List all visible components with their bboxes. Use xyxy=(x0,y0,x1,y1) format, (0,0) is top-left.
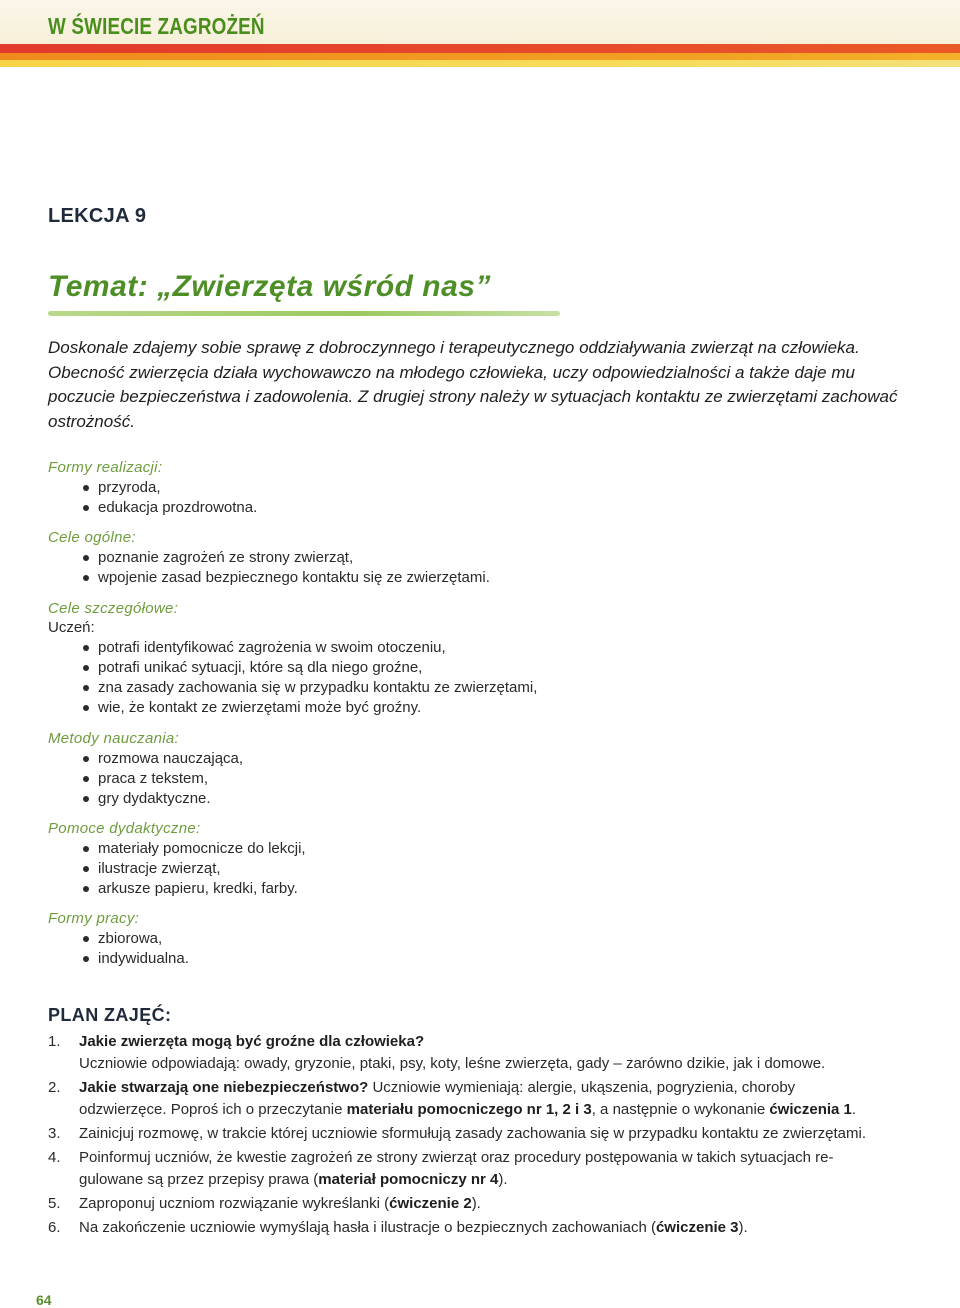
plan-item-text: ). xyxy=(471,1195,481,1212)
header-stripe-yellow xyxy=(0,60,960,67)
plan-bold-ref: ćwiczenia 1 xyxy=(769,1101,852,1118)
plan-item-text: ). xyxy=(498,1171,508,1188)
section-heading-pomoce: Pomoce dydaktyczne: xyxy=(48,820,201,837)
topic-underline xyxy=(48,311,560,316)
plan-bold-ref: ćwiczenie 3 xyxy=(655,1219,739,1236)
header-stripe-orange xyxy=(0,53,960,60)
section-heading-cele-ogolne: Cele ogólne: xyxy=(48,529,136,546)
page-number: 64 xyxy=(36,1292,52,1308)
plan-item xyxy=(48,1193,878,1215)
list-item: zbiorowa, xyxy=(48,929,189,949)
list-item: potrafi unikać sytuacji, które są dla niego groźne, xyxy=(48,658,537,678)
plan-list xyxy=(48,1031,878,1241)
chapter-title: W ŚWIECIE ZAGROŻEŃ xyxy=(48,13,265,39)
plan-bold-ref: materiał pomocniczy nr 4 xyxy=(318,1171,499,1188)
subject-label: Uczeń: xyxy=(48,619,95,636)
plan-item-text: Uczniowie wymieniają: alergie, ukąszenia, pogryzienia, choroby odzwierzęce. Poproś ich o przeczytanie xyxy=(79,1079,796,1118)
list-cele-szczegolowe xyxy=(48,638,537,718)
plan-heading: PLAN ZAJĘĆ: xyxy=(48,1005,172,1025)
list-item: wie, że kontakt ze zwierzętami może być groźny. xyxy=(48,698,537,718)
list-item: materiały pomocnicze do lekcji, xyxy=(48,839,306,859)
plan-item xyxy=(48,1077,878,1121)
plan-item-number: 3. xyxy=(48,1125,61,1142)
plan-item-text: , a następnie o wykonanie xyxy=(591,1101,770,1118)
plan-item-text: Zainicjuj rozmowę, w trakcie której uczniowie sformułują zasady zachowania się w przypadku kontaktu ze zwierzętami. xyxy=(79,1125,866,1142)
list-item: ilustracje zwierząt, xyxy=(48,859,306,879)
list-metody xyxy=(48,749,243,809)
list-item: praca z tekstem, xyxy=(48,769,243,789)
plan-bold-ref: materiału pomocniczego nr 1, 2 i 3 xyxy=(346,1101,592,1118)
list-item: przyroda, xyxy=(48,478,257,498)
list-formy-pracy xyxy=(48,929,189,969)
plan-item xyxy=(48,1217,878,1239)
section-heading-formy-realizacji: Formy realizacji: xyxy=(48,459,163,476)
plan-item xyxy=(48,1147,878,1191)
list-item: arkusze papieru, kredki, farby. xyxy=(48,879,306,899)
plan-item xyxy=(48,1031,878,1075)
list-item: gry dydaktyczne. xyxy=(48,789,243,809)
section-heading-formy-pracy: Formy pracy: xyxy=(48,910,140,927)
plan-item-number: 1. xyxy=(48,1033,61,1050)
plan-item-number: 5. xyxy=(48,1195,61,1212)
lesson-number: LEKCJA 9 xyxy=(48,205,147,227)
list-cele-ogolne xyxy=(48,548,490,588)
list-item: poznanie zagrożeń ze strony zwierząt, xyxy=(48,548,490,568)
plan-item-text: Zaproponuj uczniom rozwiązanie wykreślanki ( xyxy=(79,1195,390,1212)
plan-item-text: Poinformuj uczniów, że kwestie zagrożeń ze strony zwierząt oraz procedury postępowania w takich sytuacjach regulowane są przez przepisy prawa ( xyxy=(79,1149,834,1188)
list-formy-realizacji xyxy=(48,478,257,518)
list-item: zna zasady zachowania się w przypadku kontaktu ze zwierzętami, xyxy=(48,678,537,698)
plan-item-text: Na zakończenie uczniowie wymyślają hasła i ilustracje o bezpiecznych zachowaniach ( xyxy=(79,1219,656,1236)
plan-item-text: ). xyxy=(738,1219,748,1236)
section-heading-cele-szczegolowe: Cele szczegółowe: xyxy=(48,600,179,617)
page-header xyxy=(0,0,960,72)
list-pomoce xyxy=(48,839,306,899)
list-item: rozmowa nauczająca, xyxy=(48,749,243,769)
plan-item-number: 2. xyxy=(48,1079,61,1096)
plan-question: Jakie stwarzają one niebezpieczeństwo? xyxy=(79,1079,369,1096)
list-item: wpojenie zasad bezpiecznego kontaktu się ze zwierzętami. xyxy=(48,568,490,588)
plan-bold-ref: ćwiczenie 2 xyxy=(389,1195,472,1212)
plan-item-number: 6. xyxy=(48,1219,61,1236)
lesson-topic: Temat: „Zwierzęta wśród nas” xyxy=(48,270,491,303)
plan-item-number: 4. xyxy=(48,1149,61,1166)
plan-question: Jakie zwierzęta mogą być groźne dla człowieka? xyxy=(79,1033,425,1050)
list-item: potrafi identyfikować zagrożenia w swoim otoczeniu, xyxy=(48,638,537,658)
intro-paragraph: Doskonale zdajemy sobie sprawę z dobroczynnego i terapeutycznego oddziaływania zwierząt na człowieka. Obecność zwierzęcia działa wychowawczo na młodego człowieka, uczy odpowiedzialności a także daje mu poczucie bezpieczeństwa i zadowolenia. Z drugiej strony należy w sytuacjach kontaktu ze zwierzętami zachować ostrożność. xyxy=(48,338,898,431)
list-item: indywidualna. xyxy=(48,949,189,969)
plan-item-text: Uczniowie odpowiadają: owady, gryzonie, ptaki, psy, koty, leśne zwierzęta, gady – zarówno dzikie, jak i domowe. xyxy=(79,1055,826,1072)
section-heading-metody: Metody nauczania: xyxy=(48,730,180,747)
list-item: edukacja prozdrowotna. xyxy=(48,498,257,518)
header-stripe-red xyxy=(0,44,960,53)
plan-item xyxy=(48,1123,878,1145)
plan-item-text: . xyxy=(851,1101,857,1118)
